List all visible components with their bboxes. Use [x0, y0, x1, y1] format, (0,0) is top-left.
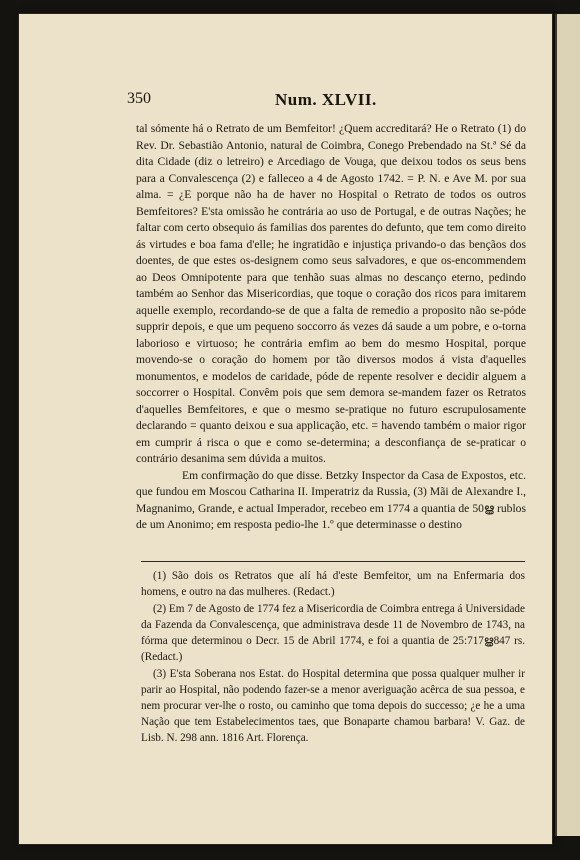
footnotes: [141, 568, 525, 747]
page-header: [127, 90, 525, 112]
body-paragraph: Em confirmação do que disse. Betzky Inspector da Casa de Expostos, etc. que fundou em Moscou Catharina II. Imperatriz da Russia, (3) Mãi de Alexandre I., Magnanimo, Grande, e actual Imperador, recebeo em 1774 a quantia de 50ൠ rublos de um Anonimo; em resposta pedio-lhe 1.º que determinasse o destino: [136, 468, 526, 531]
footnote: (2) Em 7 de Agosto de 1774 fez a Misericordia de Coimbra entrega á Universidade da Fazenda da Convalescença, que administrava desde 11 de Novembro de 1743, na fórma que determinou o Decr. 15 de Abril 1774, e foi a quantia de 25:717ൠ847 rs. (Redact.): [141, 603, 525, 663]
main-text: [136, 121, 526, 534]
footnote-divider: [141, 561, 525, 562]
page-number: 350: [127, 90, 151, 107]
footnote: (1) São dois os Retratos que alí há d'este Bemfeitor, um na Enfermaria dos homens, e outro na das mulheres. (Redact.): [141, 570, 525, 598]
body-paragraph: tal sómente há o Retrato de um Bemfeitor! ¿Quem accreditará? He o Retrato (1) do Rev. Dr. Sebastião Antonio, natural de Coimbra, Conego Prebendado na St.ª Sé da dita Cidade (diz o letreiro) e Arcediago de Vouga, que deixou todos os seus bens para a Convalescença (2) e falleceo a 4 de Agosto 1742. = P. N. e Ave M. por sua alma. = ¿E porque não ha de haver no Hospital o Retrato de todos os outros Bemfeitores? E'sta omissão he contrária ao uso de Portugal, e de outras Nações; he faltar com certo obsequio ás familias dos parentes do defunto, que tem como direito ás virtudes e boa fama d'elle; he ingratidão e injustiça privando-o das bençãos dos doentes, de que estes os-designem como seus salvadores, e que os-encommendem ao Deos Omnipotente para que tenhão suas almas no descanço eterno, pedindo também ao Senhor das Misericordias, que toque o coração dos ricos para imitarem aquelle exemplo, recordando-se de que a falta de remedio a proposito não se-póde supprir depois, e que um pequeno soccorro ás vezes dá saude a um pobre, e o-torna laborioso e virtuoso; he contrária emfim ao bem do mesmo Hospital, porque movendo-se o coração do homem por tão diversos modos á vista d'aquelles monumentos, e modelos de caridade, póde de repente resolver e decidir alguem a soccorrer o Hospital. Convêm pois que sem demora se-mandem fazer os Retratos d'aquelles Bemfeitores, e que o mesmo se-pratique no futuro escrupulosamente declarando = quanto deixou e sua applicação, etc. = havendo também o maior rigor em cumprir á risca o que e como se-determina; a desconfiança de se-praticar o contrário desanima sem dúvida a muitos.: [136, 122, 526, 465]
footnote: (3) E'sta Soberana nos Estat. do Hospital determina que possa qualquer mulher ir parir ao Hospital, não podendo fazer-se a menor averiguação acêrca de sua pessoa, e nem procurar ver-lhe o rosto, ou caminho que toma depois do successo; ¿e he a uma Nação que tem Estabelecimentos taes, que Bonaparte chamou barbara! V. Gaz. de Lisb. N. 298 ann. 1816 Art. Florença.: [141, 668, 525, 744]
adjacent-page-edge: [555, 14, 580, 836]
running-title: Num. XLVII.: [275, 90, 377, 109]
